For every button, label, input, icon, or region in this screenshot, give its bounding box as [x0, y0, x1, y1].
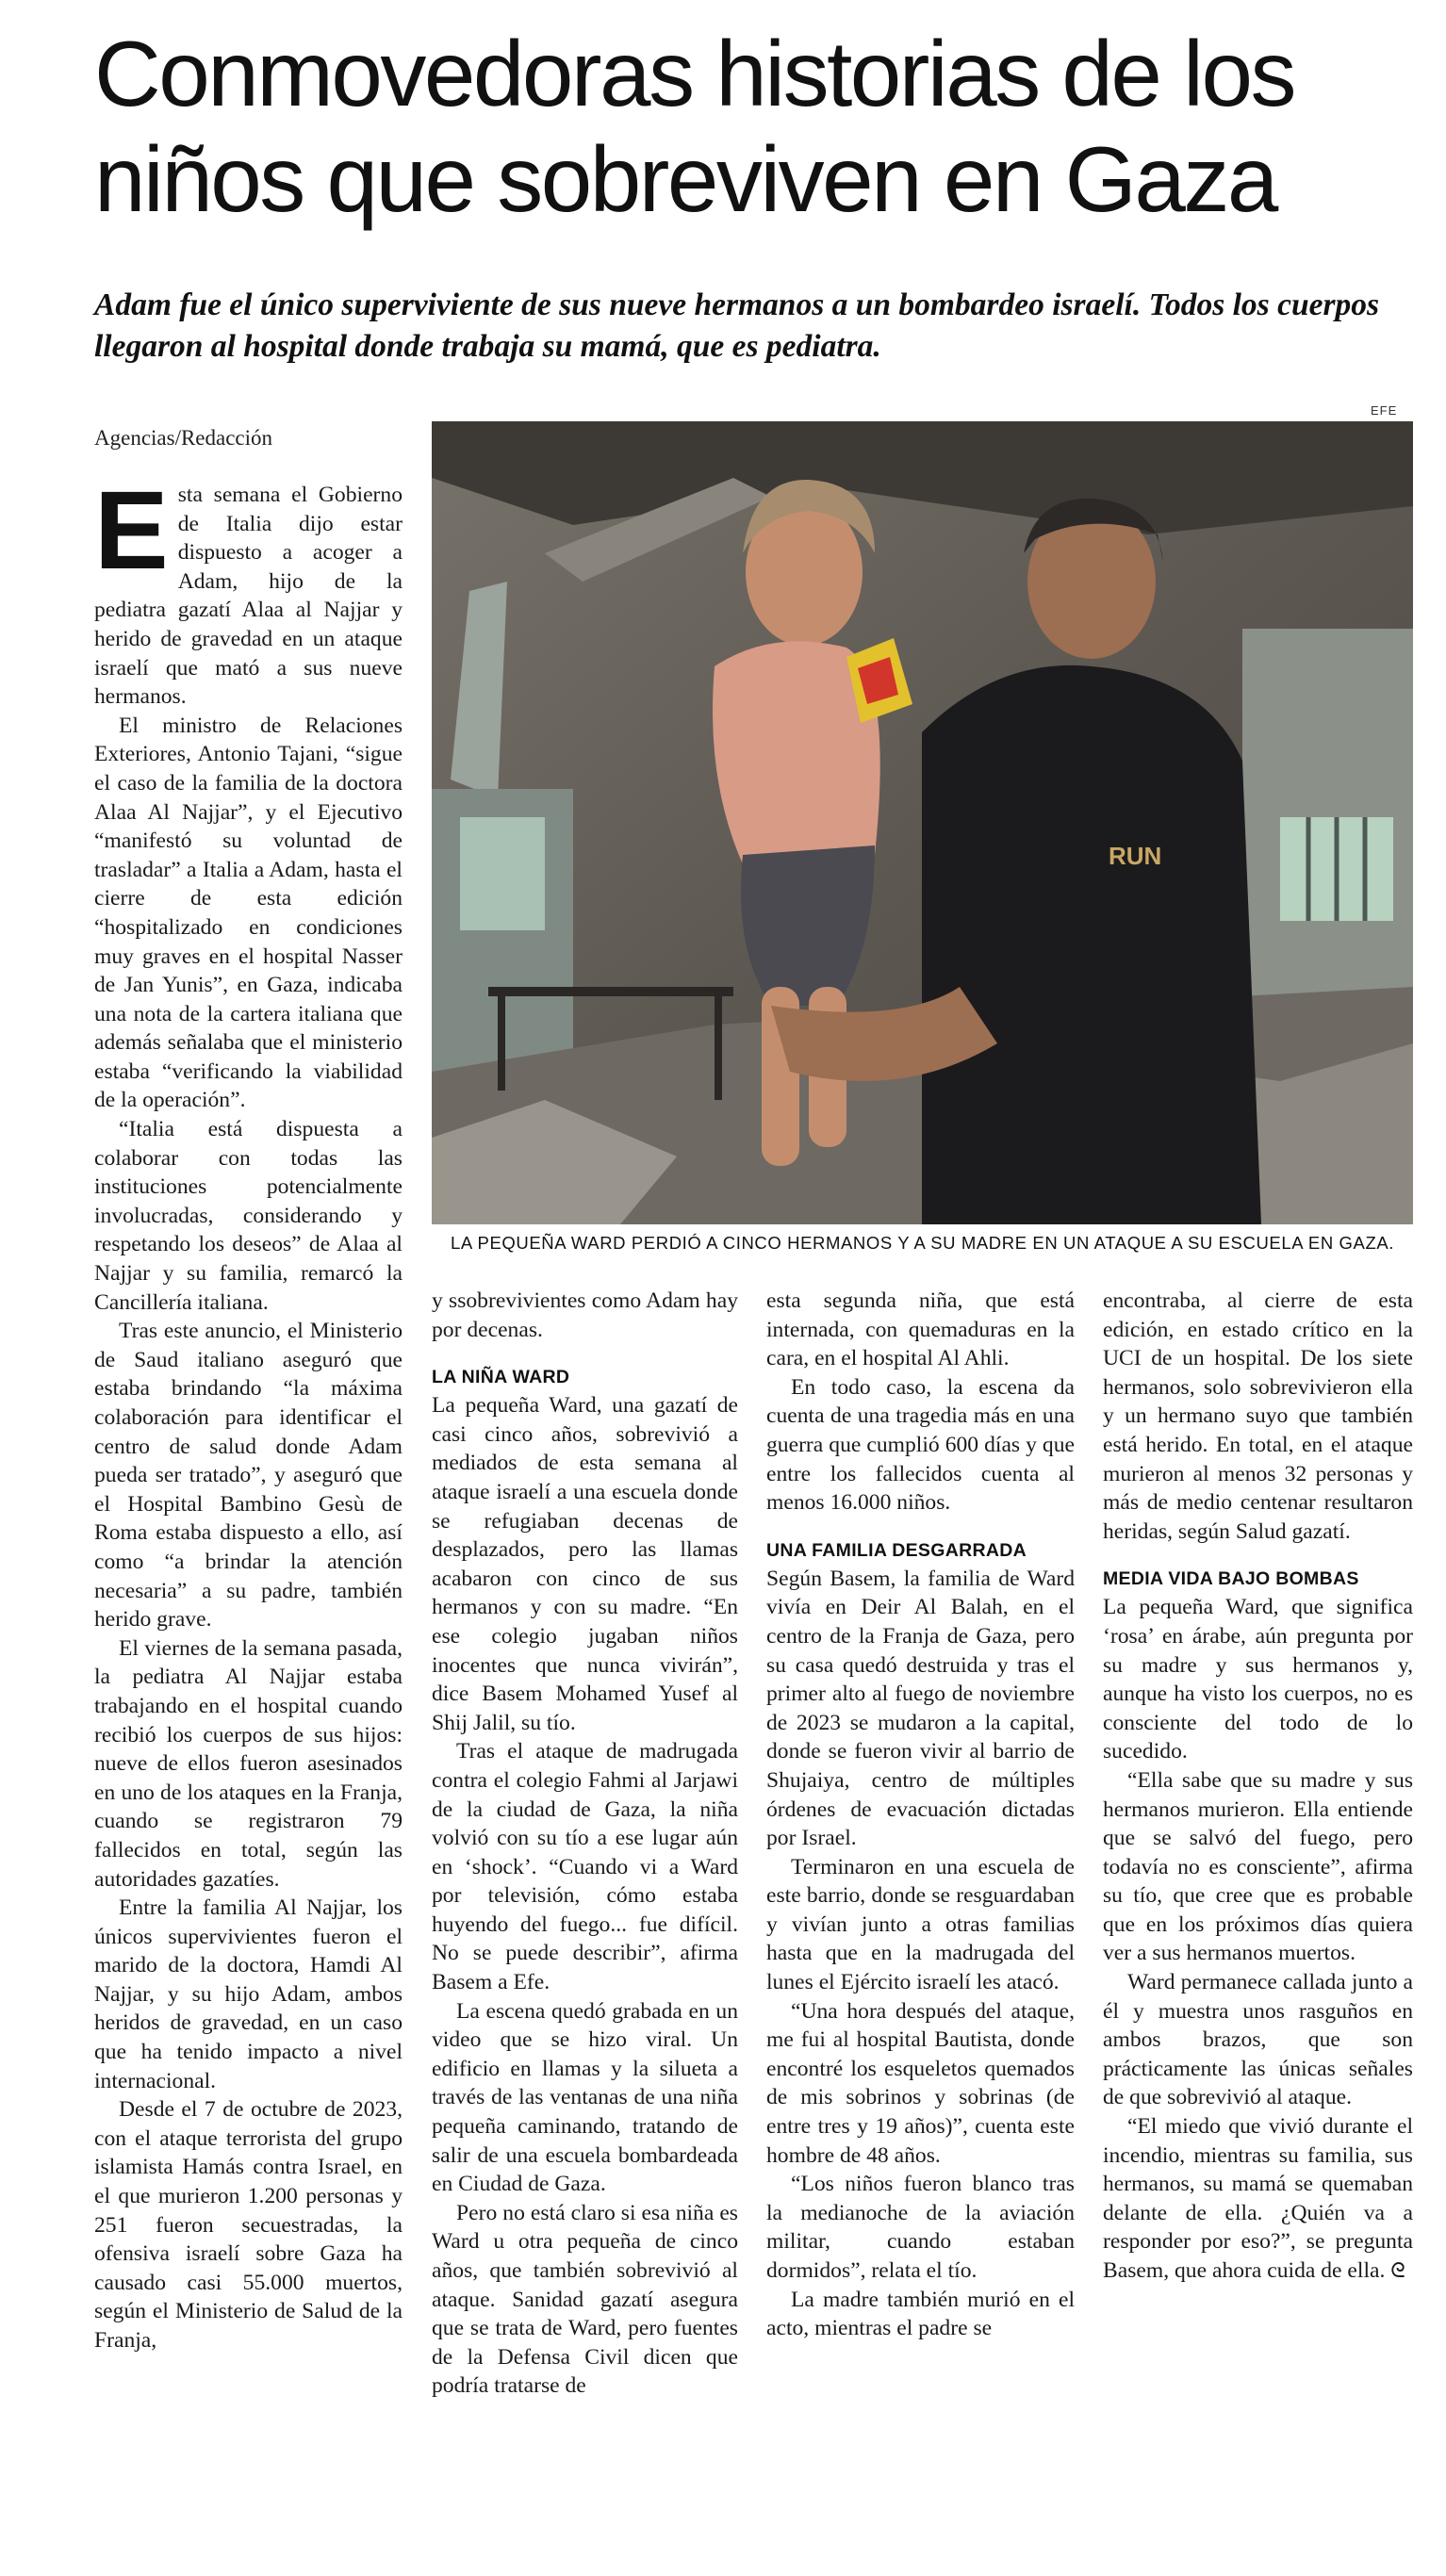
article-paragraph	[94, 468, 403, 712]
drop-cap: E	[94, 468, 169, 593]
photo-caption: LA PEQUEÑA WARD PERDIÓ A CINCO HERMANOS Y A SU MADRE EN UN ATAQUE A SU ESCUELA EN GAZA.	[450, 1233, 1395, 1253]
deck-subtitle: Adam fue el único superviviente de sus nueve hermanos a un bombardeo israelí. Todos los cuerpos llegaron al hospital donde trabaja su mamá, que es pediatra.	[94, 287, 1380, 364]
end-mark-icon: ᘓ	[1390, 2258, 1405, 2282]
section-heading: LA NIÑA WARD	[432, 1367, 570, 1388]
article-paragraph: Según Basem, la familia de Ward vivía en Deir Al Balah, en el centro de la Franja de Gaza, pero su casa quedó destruida y tras el primer alto al fuego de noviembre de 2023 se mudaron a la capital, donde se fueron vivir al barrio de Shujaiya, centro de múltiples órdenes de evacuación dictadas por Israel.	[766, 1566, 1075, 1851]
article-paragraph: “Italia está dispuesta a colaborar con todas las instituciones potencialmente involucradas, considerando y respetando los deseos” de Alaa al Najjar y su familia, remarcó la Cancillería italiana.	[94, 1117, 403, 1315]
article-paragraph: La pequeña Ward, que significa ‘rosa’ en árabe, aún pregunta por su madre y sus hermanos y, aunque ha visto los cuerpos, no es consciente del todo de lo sucedido.	[1103, 1595, 1413, 1764]
article-paragraph	[1103, 2112, 1413, 2286]
article-paragraph: La madre también murió en el acto, mientras el padre se	[766, 2287, 1075, 2341]
article-column-1	[94, 468, 403, 2355]
article-paragraph: “Los niños fueron blanco tras la medianoche de la aviación militar, cuando estaban dormidos”, relata el tío.	[766, 2172, 1075, 2283]
article-column-3	[766, 1287, 1075, 2343]
byline: Agencias/Redacción	[94, 426, 273, 450]
article-paragraph: Ward permanece callada junto a él y muestra unos rasguños en ambos brazos, que son prácticamente las únicas señales de que sobrevivió al ataque.	[1103, 1970, 1413, 2110]
article-paragraph: y ssobrevivientes como Adam hay por decenas.	[432, 1288, 738, 1342]
article-column-4	[1103, 1287, 1413, 2286]
section-heading: UNA FAMILIA DESGARRADA	[766, 1539, 1027, 1561]
article-paragraph: Terminaron en una escuela de este barrio, donde se resguardaban y vivían junto a otras familias hasta que en la madrugada del lunes el Ejército israelí les atacó.	[766, 1854, 1075, 1995]
article-column-2	[432, 1287, 738, 2401]
article-paragraph: “Ella sabe que su madre y sus hermanos murieron. Ella entiende que se salvó del fuego, pero todavía no es consciente”, afirma su tío, que cree que es probable que en los próximos días quiera ver a sus hermanos muertos.	[1103, 1767, 1413, 1966]
article-paragraph: Tras el ataque de madrugada contra el colegio Fahmi al Jarjawi de la ciudad de Gaza, la niña volvió con su tío a ese lugar aún en ‘shock’. “Cuando vi a Ward por televisión, cómo estaba huyendo del fuego... fue difícil. No se puede describir”, afirma Basem a Efe.	[432, 1739, 738, 1995]
article-paragraph: Entre la familia Al Najjar, los únicos supervivientes fueron el marido de la doctora, Hamdi Al Najjar, y su hijo Adam, ambos heridos de gravedad, en un caso que ha tenido impacto a nivel internacional.	[94, 1895, 403, 2093]
article-paragraph: esta segunda niña, que está internada, con quemaduras en la cara, en el hospital Al Ahli.	[766, 1288, 1075, 1371]
headline: Conmovedoras historias de los niños que sobreviven en Gaza	[94, 22, 1294, 231]
article-paragraph: Desde el 7 de octubre de 2023, con el ataque terrorista del grupo islamista Hamás contra Israel, en el que murieron 1.200 personas y 251 fueron secuestradas, la ofensiva israelí sobre Gaza ha causado casi 55.000 muertos, según el Ministerio de Salud de la Franja,	[94, 2097, 403, 2353]
photo-illustration	[432, 421, 1413, 1224]
paragraph-text: sta semana el Gobierno de Italia dijo estar dispuesto a acoger a Adam, hijo de la pediatra gazatí Alaa al Najjar y herido de gravedad en un ataque israelí que mató a sus nueve hermanos.	[94, 483, 403, 710]
article-paragraph: La pequeña Ward, una gazatí de casi cinco años, sobrevivió a mediados de esta semana al ataque israelí a una escuela donde se refugiaban decenas de desplazados, pero las llamas acabaron con cinco de sus hermanos y con su madre. “En ese colegio jugaban niños inocentes que nunca vivirán”, dice Basem Mohamed Yusef al Shij Jalil, su tío.	[432, 1393, 738, 1735]
article-paragraph: En todo caso, la escena da cuenta de una tragedia más en una guerra que cumplió 600 días y que entre los fallecidos cuenta al menos 16.000 niños.	[766, 1374, 1075, 1516]
article-paragraph: encontraba, al cierre de esta edición, en estado crítico en la UCI de un hospital. De los siete hermanos, solo sobrevivieron ella y un hermano suyo que también está herido. En total, en el ataque murieron al menos 32 personas y más de medio centenar resultaron heridas, según Salud gazatí.	[1103, 1288, 1413, 1544]
news-photo	[432, 421, 1413, 1224]
article-paragraph: Tras este anuncio, el Ministerio de Saud italiano aseguró que estaba brindando “la máxima colaboración para identificar el centro de salud donde Adam pueda ser tratado”, y aseguró que el Hospital Bambino Gesù de Roma estaba dispuesto a ello, así como “a brindar la atención necesaria” a su padre, también herido grave.	[94, 1319, 403, 1633]
article-paragraph: “Una hora después del ataque, me fui al hospital Bautista, donde encontré los esqueletos quemados de mis sobrinos y sobrinas (de entre tres y 19 años)”, cuenta este hombre de 48 años.	[766, 1998, 1075, 2168]
section-heading: MEDIA VIDA BAJO BOMBAS	[1103, 1568, 1359, 1590]
shirt-logo: RUN	[1109, 842, 1162, 870]
photo-credit: EFE	[1371, 403, 1398, 418]
article-paragraph: El ministro de Relaciones Exteriores, Antonio Tajani, “sigue el caso de la familia de la doctora Alaa Al Najjar”, y el Ejecutivo “manifestó su voluntad de trasladar” a Italia a Adam, hasta el cierre de esta edición “hospitalizado en condiciones muy graves en el hospital Nasser de Jan Yunis”, en Gaza, indicaba una nota de la cartera italiana que además señalaba que el ministerio estaba “verificando la viabilidad de la operación”.	[94, 713, 403, 1113]
article-paragraph: Pero no está claro si esa niña es Ward u otra pequeña de cinco años, que también sobrevivió al ataque. Sanidad gazatí asegura que se trata de Ward, pero fuentes de la Defensa Civil dicen que podría tratarse de	[432, 2200, 738, 2399]
paragraph-text: “El miedo que vivió durante el incendio, mientras su familia, sus hermanos, su mamá se quemaban delante de ella. ¿Quién va a responder por eso?”, se pregunta Basem, que ahora cuida de ella.	[1103, 2114, 1413, 2283]
article-paragraph: La escena quedó grabada en un video que se hizo viral. Un edificio en llamas y la silueta a través de las ventanas de una niña pequeña caminando, tratando de salir de una escuela bombardeada en Ciudad de Gaza.	[432, 1998, 738, 2197]
article-paragraph: El viernes de la semana pasada, la pediatra Al Najjar estaba trabajando en el hospital cuando recibió los cuerpos de sus hijos: nueve de ellos fueron asesinados en uno de los ataques en la Franja, cuando se registraron 79 fallecidos en total, según las autoridades gazatíes.	[94, 1635, 403, 1892]
